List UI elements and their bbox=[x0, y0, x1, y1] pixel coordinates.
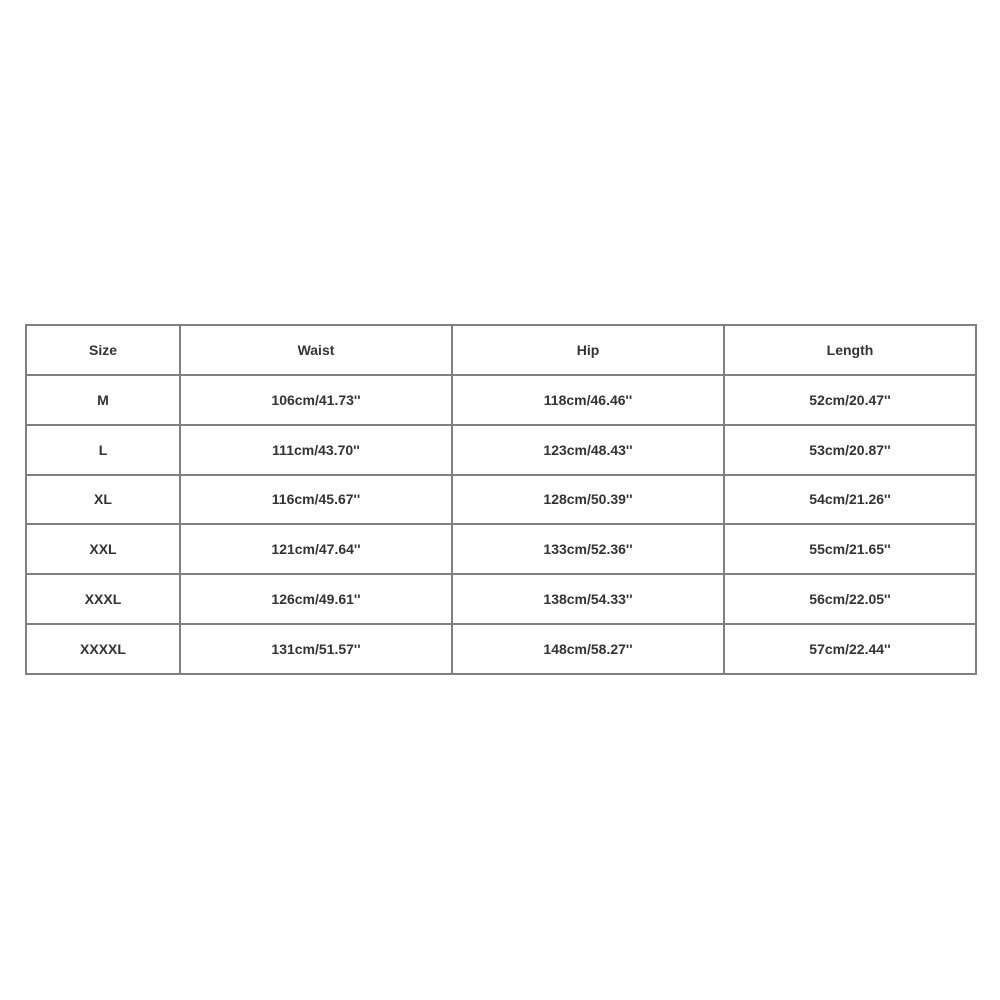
hip-cell: 128cm/50.39'' bbox=[452, 475, 724, 525]
length-cell: 56cm/22.05'' bbox=[724, 574, 976, 624]
size-chart-table bbox=[25, 324, 977, 675]
length-cell: 55cm/21.65'' bbox=[724, 524, 976, 574]
hip-cell: 118cm/46.46'' bbox=[452, 375, 724, 425]
hip-cell: 123cm/48.43'' bbox=[452, 425, 724, 475]
size-cell: L bbox=[26, 425, 180, 475]
hip-cell: 133cm/52.36'' bbox=[452, 524, 724, 574]
size-cell: XXXXL bbox=[26, 624, 180, 674]
header-hip: Hip bbox=[452, 325, 724, 375]
size-cell: XXXL bbox=[26, 574, 180, 624]
table-row bbox=[26, 375, 976, 425]
table-row bbox=[26, 624, 976, 674]
header-size: Size bbox=[26, 325, 180, 375]
length-cell: 57cm/22.44'' bbox=[724, 624, 976, 674]
hip-cell: 138cm/54.33'' bbox=[452, 574, 724, 624]
hip-cell: 148cm/58.27'' bbox=[452, 624, 724, 674]
length-cell: 54cm/21.26'' bbox=[724, 475, 976, 525]
waist-cell: 131cm/51.57'' bbox=[180, 624, 452, 674]
waist-cell: 116cm/45.67'' bbox=[180, 475, 452, 525]
size-cell: XXL bbox=[26, 524, 180, 574]
table-row bbox=[26, 524, 976, 574]
length-cell: 53cm/20.87'' bbox=[724, 425, 976, 475]
waist-cell: 111cm/43.70'' bbox=[180, 425, 452, 475]
table-row bbox=[26, 574, 976, 624]
table-header-row bbox=[26, 325, 976, 375]
waist-cell: 121cm/47.64'' bbox=[180, 524, 452, 574]
table-row bbox=[26, 475, 976, 525]
length-cell: 52cm/20.47'' bbox=[724, 375, 976, 425]
header-length: Length bbox=[724, 325, 976, 375]
header-waist: Waist bbox=[180, 325, 452, 375]
size-cell: XL bbox=[26, 475, 180, 525]
waist-cell: 106cm/41.73'' bbox=[180, 375, 452, 425]
size-cell: M bbox=[26, 375, 180, 425]
table-row bbox=[26, 425, 976, 475]
waist-cell: 126cm/49.61'' bbox=[180, 574, 452, 624]
